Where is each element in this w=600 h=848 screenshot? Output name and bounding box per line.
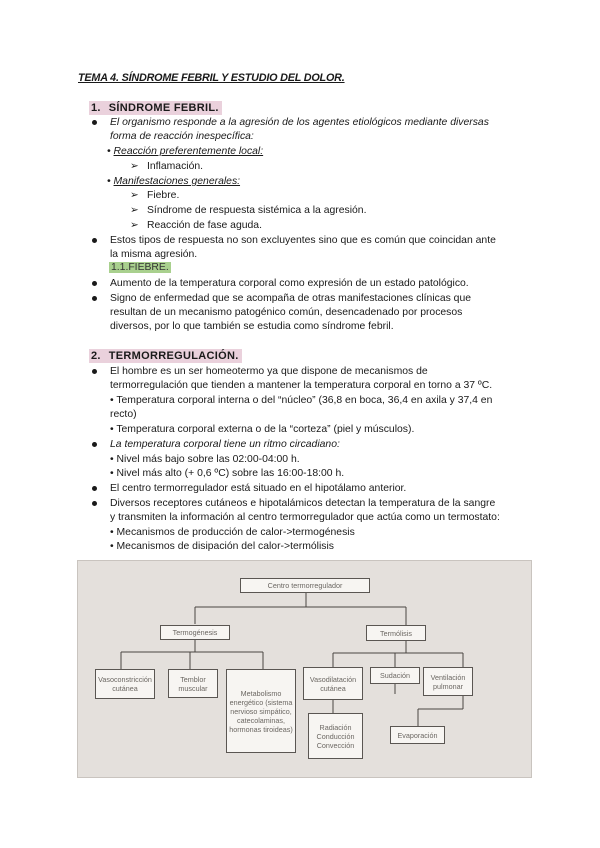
general-item: ➢ Síndrome de respuesta sistémica a la agresión. bbox=[130, 205, 367, 216]
s1-bullet4-line1: Signo de enfermedad que se acompaña de otras manifestaciones clínicas que bbox=[110, 293, 472, 304]
s2-bullet4-line1: Diversos receptores cutáneos e hipotalámicos detectan la temperatura de la sangre bbox=[110, 498, 496, 509]
s1-bullet2-line2: la misma agresión. bbox=[110, 249, 198, 260]
arrow-icon: ➢ bbox=[130, 220, 139, 231]
s1-bullet1-line2: forma de reacción inespecífica: bbox=[110, 131, 254, 142]
section-1-heading bbox=[89, 101, 222, 115]
node-temblor: Temblor muscular bbox=[168, 669, 218, 698]
general-manifestations-label: • Manifestaciones generales: bbox=[107, 176, 241, 187]
thermoregulation-diagram bbox=[77, 560, 532, 778]
s2-bullet4-sub1: • Mecanismos de producción de calor->termogénesis bbox=[110, 527, 355, 538]
arrow-icon: ➢ bbox=[130, 190, 139, 201]
node-evaporacion: Evaporación bbox=[390, 726, 445, 744]
s2-bullet1-sub1-line2: recto) bbox=[110, 409, 137, 420]
node-metabolismo: Metabolismo energético (sistema nervioso simpático, catecolaminas, hormonas tiroideas) bbox=[226, 669, 296, 753]
node-vasodilatacion: Vasodilatación cutánea bbox=[303, 667, 363, 700]
subheading-fiebre: 1.1.FIEBRE. bbox=[111, 262, 169, 273]
s1-bullet4-line2: resultan de un mecanismo patogénico común, desencadenado por procesos bbox=[110, 307, 463, 318]
section-1-number: 1. bbox=[91, 102, 101, 114]
s2-bullet4-line2: y transmiten la información al centro termorregulador que actúa como un termostato: bbox=[110, 512, 500, 523]
s1-bullet4-line3: diversos, por lo que también se estudia como síndrome febril. bbox=[110, 321, 394, 332]
arrow-icon: ➢ bbox=[130, 161, 139, 172]
s2-bullet1-line1: El hombre es un ser homeotermo ya que dispone de mecanismos de bbox=[110, 366, 428, 377]
s1-bullet1-line1: El organismo responde a la agresión de los agentes etiológicos mediante diversas bbox=[110, 117, 489, 128]
s2-bullet2-sub2: • Nivel más alto (+ 0,6 ºC) sobre las 16:00-18:00 h. bbox=[110, 468, 345, 479]
s2-bullet2-line1: La temperatura corporal tiene un ritmo circadiano: bbox=[110, 439, 340, 450]
s1-bullet2-line1: Estos tipos de respuesta no son excluyentes sino que es común que coincidan ante bbox=[110, 235, 496, 246]
arrow-icon: ➢ bbox=[130, 205, 139, 216]
s2-bullet1-line2: termorregulación que tienden a mantener la temperatura corporal en torno a 37 ºC. bbox=[110, 380, 493, 391]
s2-bullet1-sub1-line1: • Temperatura corporal interna o del “núcleo” (36,8 en boca, 36,4 en axila y 37,4 en bbox=[110, 395, 493, 406]
node-termolisis: Termólisis bbox=[366, 625, 426, 641]
node-root: Centro termorregulador bbox=[240, 578, 370, 593]
local-item: ➢ Inflamación. bbox=[130, 161, 204, 172]
section-1-title: SÍNDROME FEBRIL. bbox=[108, 102, 219, 114]
s1-bullet3: Aumento de la temperatura corporal como expresión de un estado patológico. bbox=[110, 278, 469, 289]
node-ventilacion: Ventilación pulmonar bbox=[423, 667, 473, 696]
section-2-heading bbox=[89, 349, 242, 363]
s2-bullet4-sub2: • Mecanismos de disipación del calor->termólisis bbox=[110, 541, 334, 552]
section-2-number: 2. bbox=[91, 350, 101, 362]
node-sudacion: Sudación bbox=[370, 667, 420, 684]
general-item: ➢ Reacción de fase aguda. bbox=[130, 220, 262, 231]
general-item: ➢ Fiebre. bbox=[130, 190, 180, 201]
s2-bullet2-sub1: • Nivel más bajo sobre las 02:00-04:00 h. bbox=[110, 454, 300, 465]
node-termogenesis: Termogénesis bbox=[160, 625, 230, 640]
doc-title: TEMA 4. SÍNDROME FEBRIL Y ESTUDIO DEL DOLOR. bbox=[78, 72, 345, 84]
s2-bullet3: El centro termorregulador está situado en el hipotálamo anterior. bbox=[110, 483, 407, 494]
node-vasoconstriccion: Vasoconstricción cutánea bbox=[95, 669, 155, 699]
local-reaction-label: • Reacción preferentemente local: bbox=[107, 146, 264, 157]
section-2-title: TERMORREGULACIÓN. bbox=[108, 350, 239, 362]
s2-bullet1-sub2: • Temperatura corporal externa o de la “corteza” (piel y músculos). bbox=[110, 424, 415, 435]
node-radiacion: Radiación Conducción Convección bbox=[308, 713, 363, 759]
